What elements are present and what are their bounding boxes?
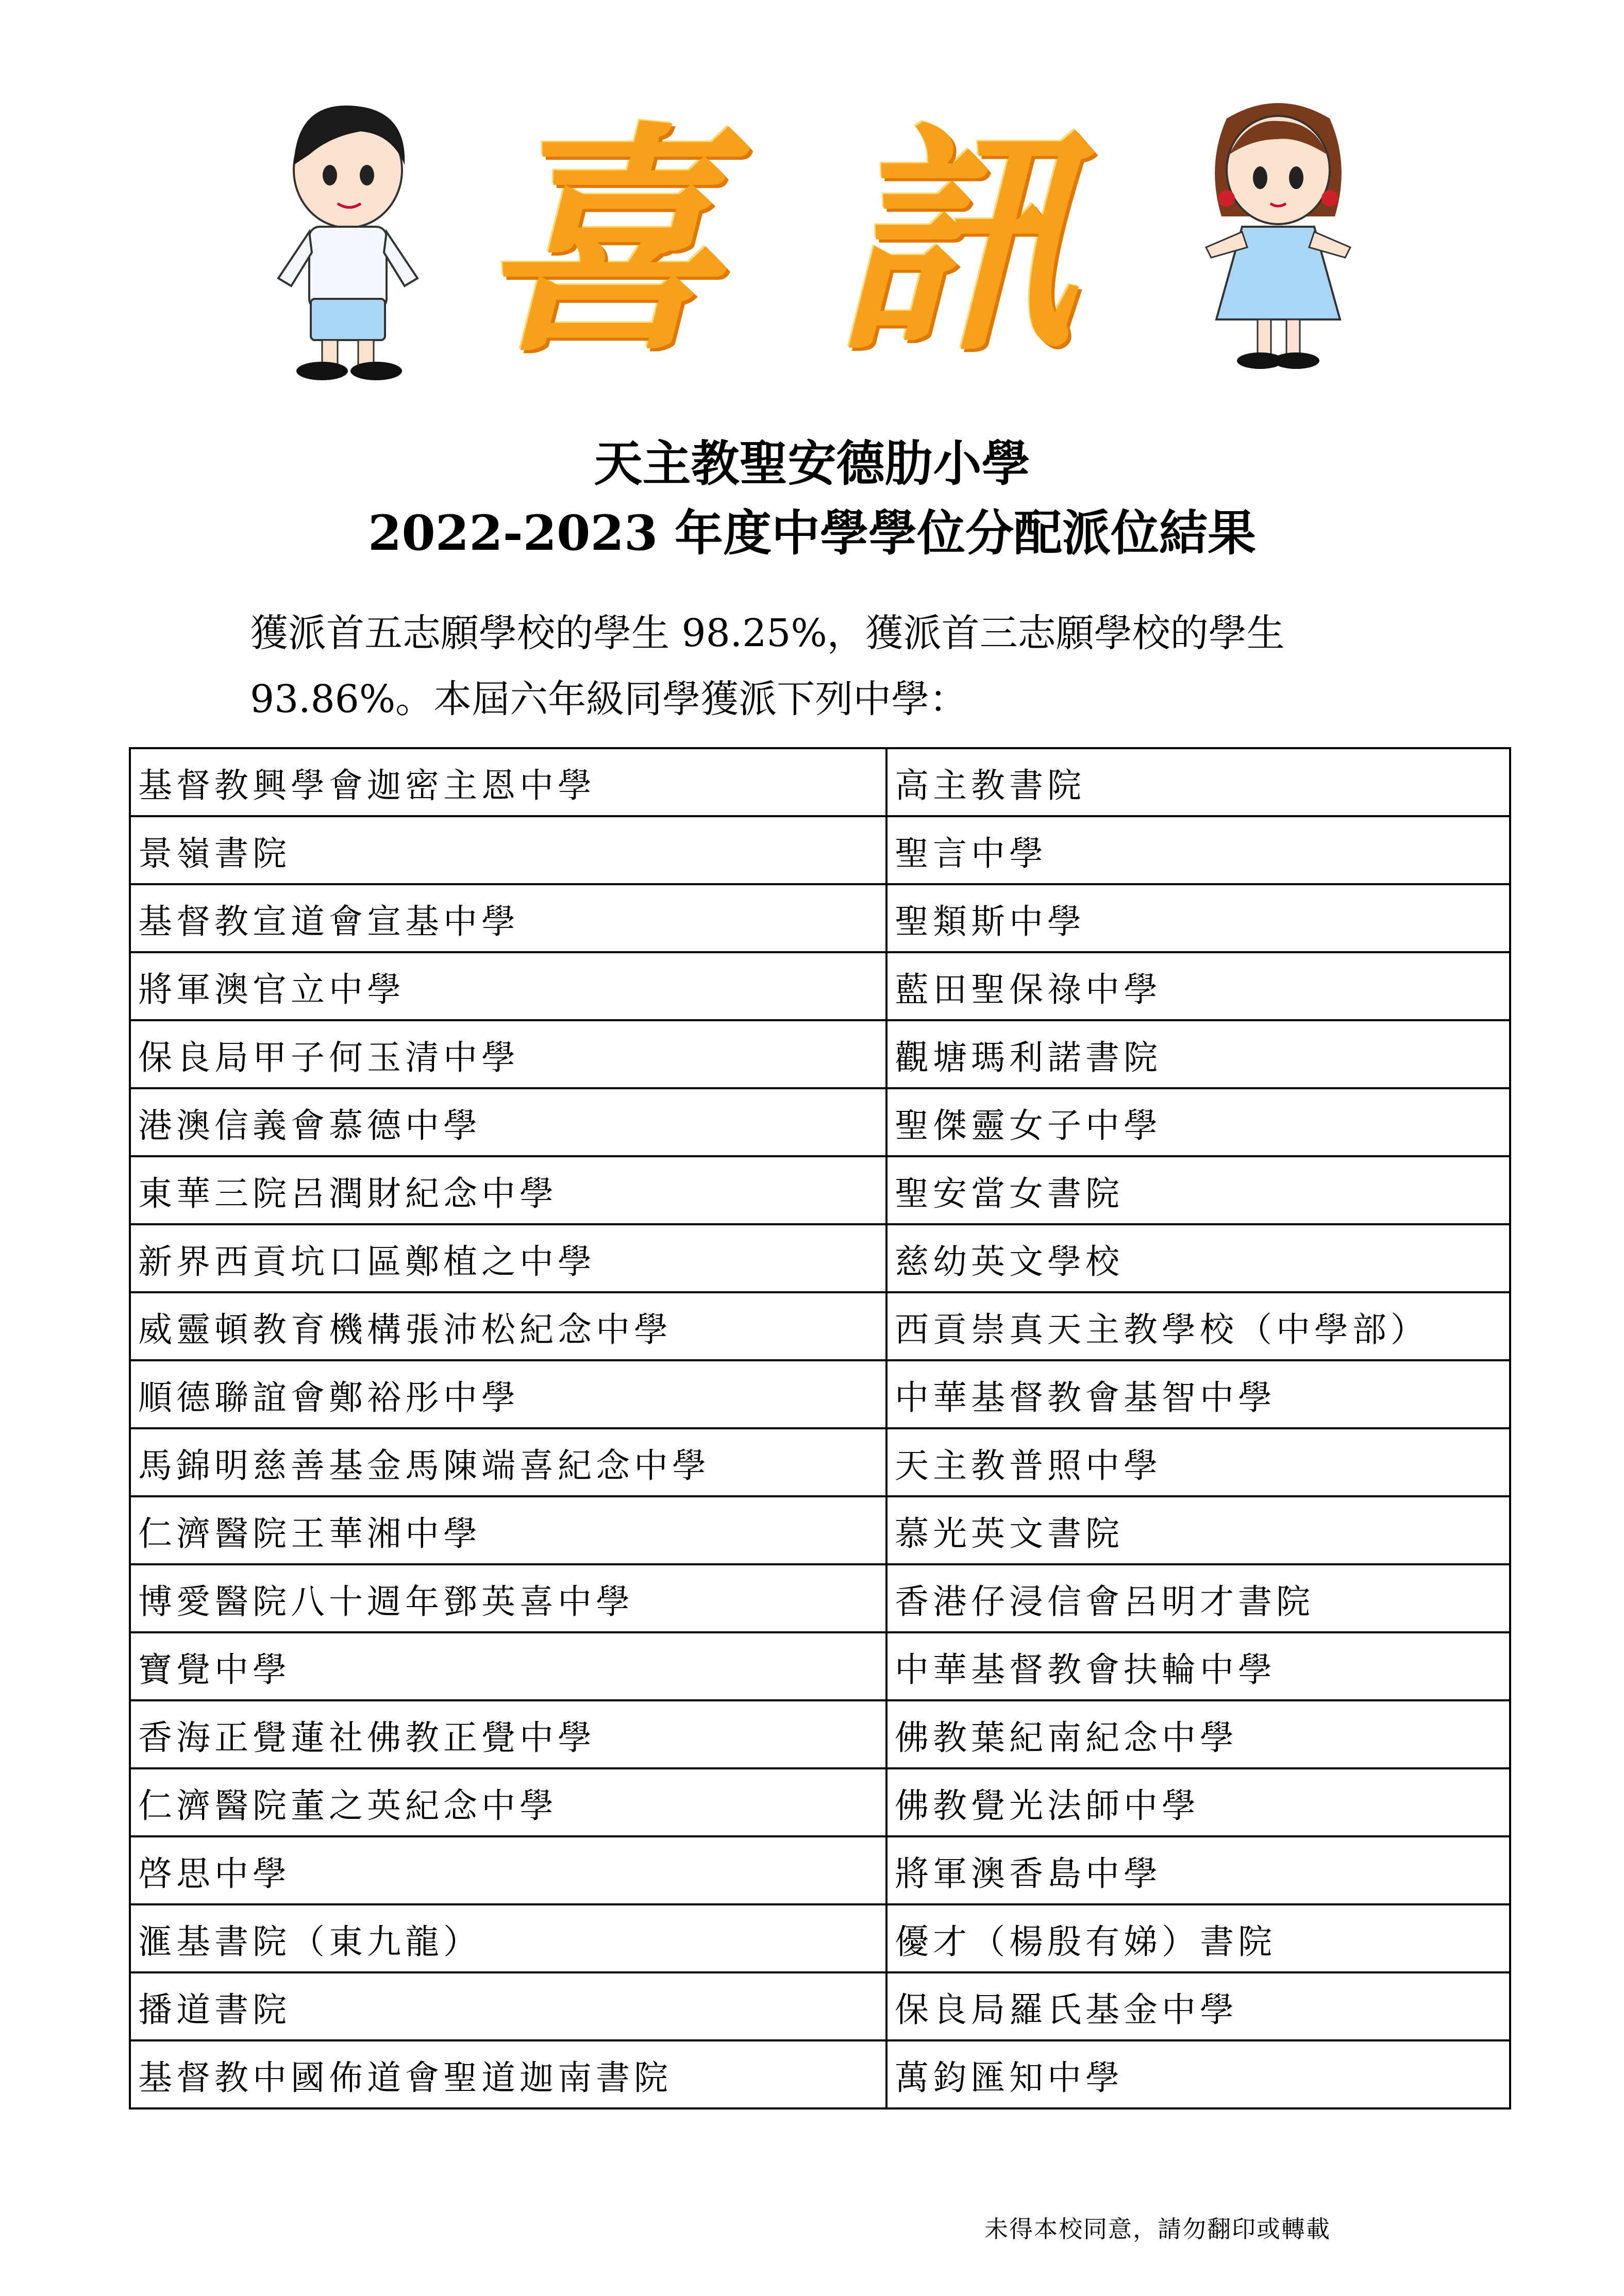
school-cell: 高主教書院	[886, 748, 1510, 816]
table-row	[130, 1224, 1510, 1292]
school-name: 天主教聖安德肋小學	[594, 435, 1030, 492]
school-cell: 聖安當女書院	[886, 1156, 1510, 1224]
table-row	[130, 1700, 1510, 1768]
table-row	[130, 1564, 1510, 1632]
school-cell: 香海正覺蓮社佛教正覺中學	[130, 1700, 886, 1768]
school-cell: 佛教覺光法師中學	[886, 1768, 1510, 1836]
school-cell: 仁濟醫院王華湘中學	[130, 1496, 886, 1564]
table-row	[130, 1428, 1510, 1496]
school-cell: 佛教葉紀南紀念中學	[886, 1700, 1510, 1768]
boy-cartoon-icon	[278, 106, 417, 380]
school-cell: 聖傑靈女子中學	[886, 1088, 1510, 1156]
intro-line-1: 獲派首五志願學校的學生 98.25%，獲派首三志願學校的學生	[250, 611, 1285, 655]
school-cell: 滙基書院（東九龍）	[130, 1904, 886, 1972]
copyright-note: 未得本校同意，請勿翻印或轉載	[984, 2215, 1331, 2243]
school-cell: 順德聯誼會鄭裕彤中學	[130, 1360, 886, 1428]
school-cell: 慕光英文書院	[886, 1496, 1510, 1564]
school-cell: 香港仔浸信會呂明才書院	[886, 1564, 1510, 1632]
table-row	[130, 748, 1510, 816]
school-cell: 藍田聖保祿中學	[886, 952, 1510, 1020]
banner-artwork	[0, 0, 1624, 402]
school-table	[129, 747, 1511, 2109]
banner-title-char-2: 訊	[835, 100, 1077, 384]
school-cell: 博愛醫院八十週年鄧英喜中學	[130, 1564, 886, 1632]
school-cell: 優才（楊殷有娣）書院	[886, 1904, 1510, 1972]
school-cell: 寶覺中學	[130, 1632, 886, 1700]
school-cell: 觀塘瑪利諾書院	[886, 1020, 1510, 1088]
table-row	[130, 1768, 1510, 1836]
school-cell: 中華基督教會扶輪中學	[886, 1632, 1510, 1700]
table-row	[130, 1632, 1510, 1700]
school-cell: 聖類斯中學	[886, 884, 1510, 952]
school-cell: 萬鈞匯知中學	[886, 2040, 1510, 2108]
school-cell: 威靈頓教育機構張沛松紀念中學	[130, 1292, 886, 1360]
table-row	[130, 884, 1510, 952]
school-cell: 基督教興學會迦密主恩中學	[130, 748, 886, 816]
school-cell: 聖言中學	[886, 816, 1510, 884]
table-row	[130, 1836, 1510, 1904]
table-row	[130, 1156, 1510, 1224]
banner	[0, 0, 1624, 402]
table-row	[130, 1360, 1510, 1428]
school-cell: 保良局甲子何玉清中學	[130, 1020, 886, 1088]
table-row	[130, 816, 1510, 884]
school-cell: 天主教普照中學	[886, 1428, 1510, 1496]
school-cell: 播道書院	[130, 1972, 886, 2040]
school-cell: 仁濟醫院董之英紀念中學	[130, 1768, 886, 1836]
school-cell: 基督教宣道會宣基中學	[130, 884, 886, 952]
school-cell: 啓思中學	[130, 1836, 886, 1904]
school-cell: 港澳信義會慕德中學	[130, 1088, 886, 1156]
school-cell: 馬錦明慈善基金馬陳端喜紀念中學	[130, 1428, 886, 1496]
table-row	[130, 2040, 1510, 2108]
banner-title-char-1: 喜	[479, 100, 722, 384]
school-cell: 基督教中國佈道會聖道迦南書院	[130, 2040, 886, 2108]
school-cell: 將軍澳官立中學	[130, 952, 886, 1020]
table-row	[130, 1972, 1510, 2040]
table-row	[130, 1020, 1510, 1088]
girl-cartoon-icon	[1206, 103, 1350, 369]
school-cell: 中華基督教會基智中學	[886, 1360, 1510, 1428]
school-cell: 新界西貢坑口區鄭植之中學	[130, 1224, 886, 1292]
table-row	[130, 1292, 1510, 1360]
table-row	[130, 1088, 1510, 1156]
school-cell: 東華三院呂潤財紀念中學	[130, 1156, 886, 1224]
table-row	[130, 1496, 1510, 1564]
intro-paragraph	[250, 600, 1404, 732]
table-row	[130, 1904, 1510, 1972]
school-cell: 保良局羅氏基金中學	[886, 1972, 1510, 2040]
table-row	[130, 952, 1510, 1020]
school-cell: 西貢崇真天主教學校（中學部）	[886, 1292, 1510, 1360]
school-cell: 將軍澳香島中學	[886, 1836, 1510, 1904]
intro-line-2: 93.86%。本屆六年級同學獲派下列中學：	[250, 677, 968, 721]
page-title: 2022-2023 年度中學學位分配派位結果	[368, 505, 1256, 562]
school-cell: 景嶺書院	[130, 816, 886, 884]
school-cell: 慈幼英文學校	[886, 1224, 1510, 1292]
